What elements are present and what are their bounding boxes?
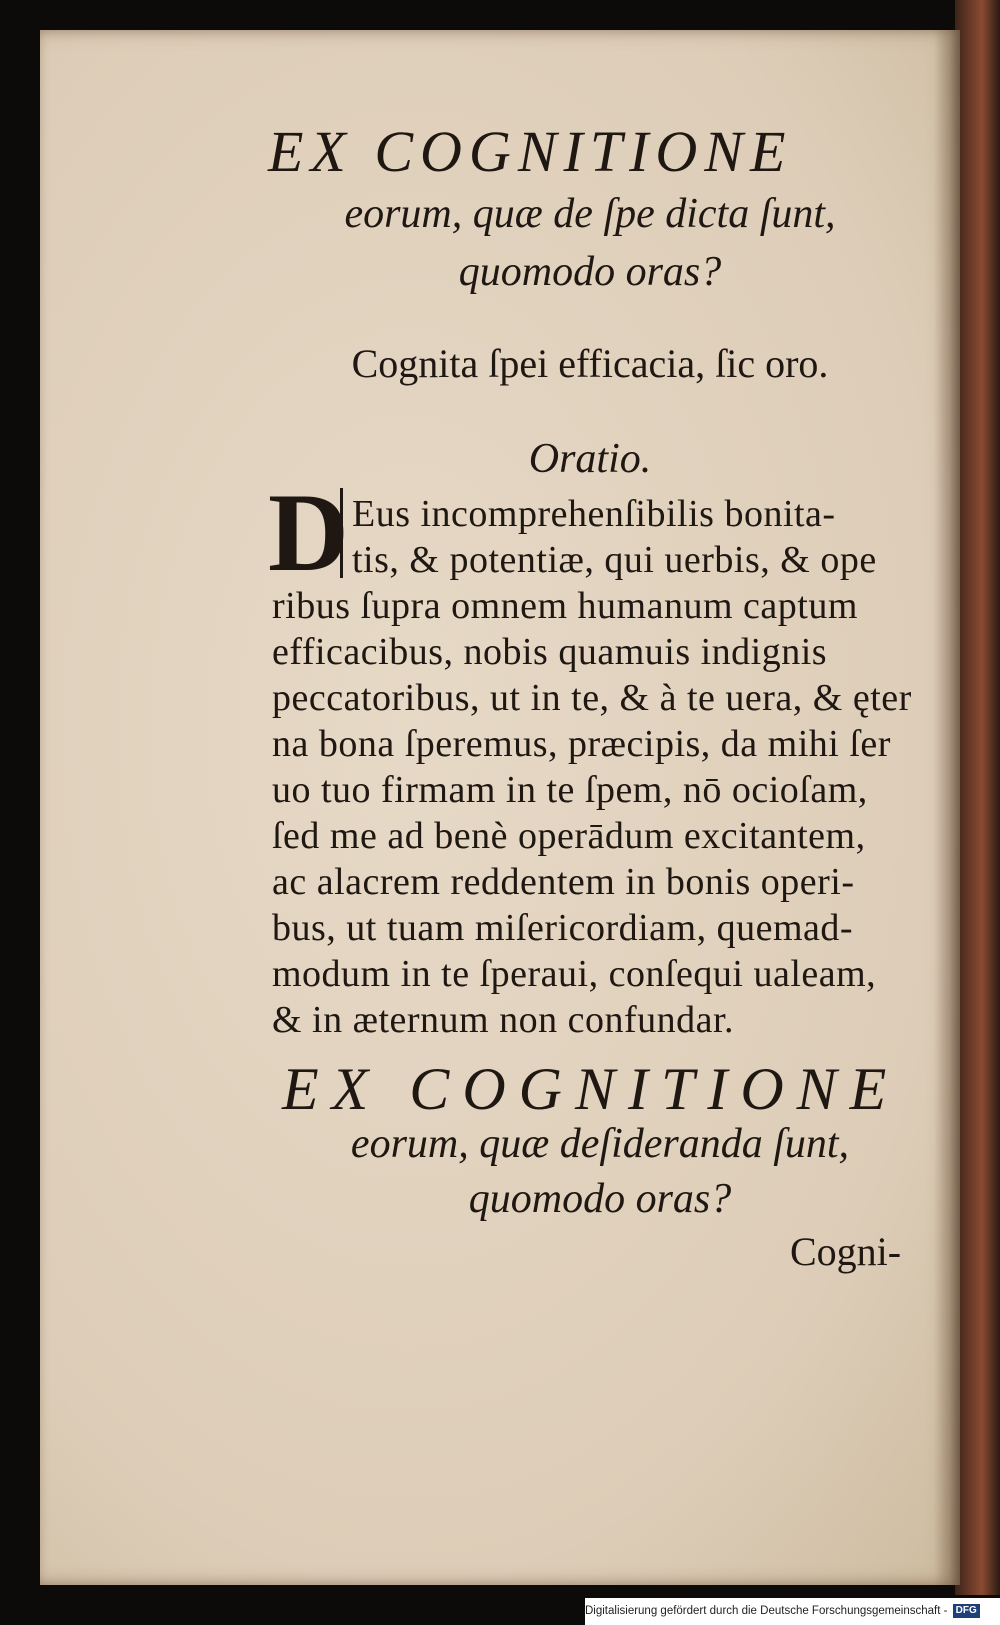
oratio-line: Eus incomprehenſibilis bonita- [352, 493, 836, 535]
oratio-line: bus, ut tuam miſericordiam, quemad- [272, 907, 854, 949]
heading-2-line-3: quomodo oras? [468, 1176, 732, 1222]
oratio-line: na bona ſperemus, præcipis, da mihi ſer [272, 723, 891, 765]
oratio-line: ſed me ad benè operādum excitantem, [272, 815, 866, 857]
heading-1-line-2: eorum, quæ de ſpe dicta ſunt, [344, 191, 836, 237]
heading-2-line-2: eorum, quæ deſideranda ſunt, [350, 1121, 850, 1167]
book-spine-edge [955, 0, 1000, 1595]
footer-text: Digitalisierung gefördert durch die Deutsche Forschungsgemeinschaft - [585, 1605, 948, 1617]
dfg-logo: DFG [953, 1604, 980, 1618]
oratio-line: efficacibus, nobis quamuis indignis [272, 631, 828, 673]
oratio-title: Oratio. [528, 436, 652, 482]
heading-1-line-3: quomodo oras? [458, 249, 722, 295]
drop-cap: D [268, 471, 349, 595]
catchword: Cogni- [790, 1229, 902, 1274]
digitization-footer [585, 1598, 1000, 1625]
heading-1-caps: EX COGNITIONE [268, 119, 793, 184]
page-edge-shadow [934, 30, 960, 1585]
oratio-line: tis, & potentiæ, qui uerbis, & ope [352, 539, 877, 581]
oratio-line: ribus ſupra omnem humanum captum [272, 585, 858, 627]
oratio-line: uo tuo firmam in te ſpem, nō ocioſam, [272, 769, 868, 811]
oratio-line: peccatoribus, ut in te, & à te uera, & ęter [272, 677, 912, 719]
oratio-line: modum in te ſperaui, conſequi ualeam, [272, 953, 877, 995]
oratio-line: & in æternum non confundar. [272, 999, 735, 1041]
oratio-line: ac alacrem reddentem in bonis operi- [272, 861, 855, 903]
answer-line: Cognita ſpei efficacia, ſic oro. [351, 341, 829, 386]
heading-2-caps: EX COGNITIONE [282, 1056, 900, 1122]
